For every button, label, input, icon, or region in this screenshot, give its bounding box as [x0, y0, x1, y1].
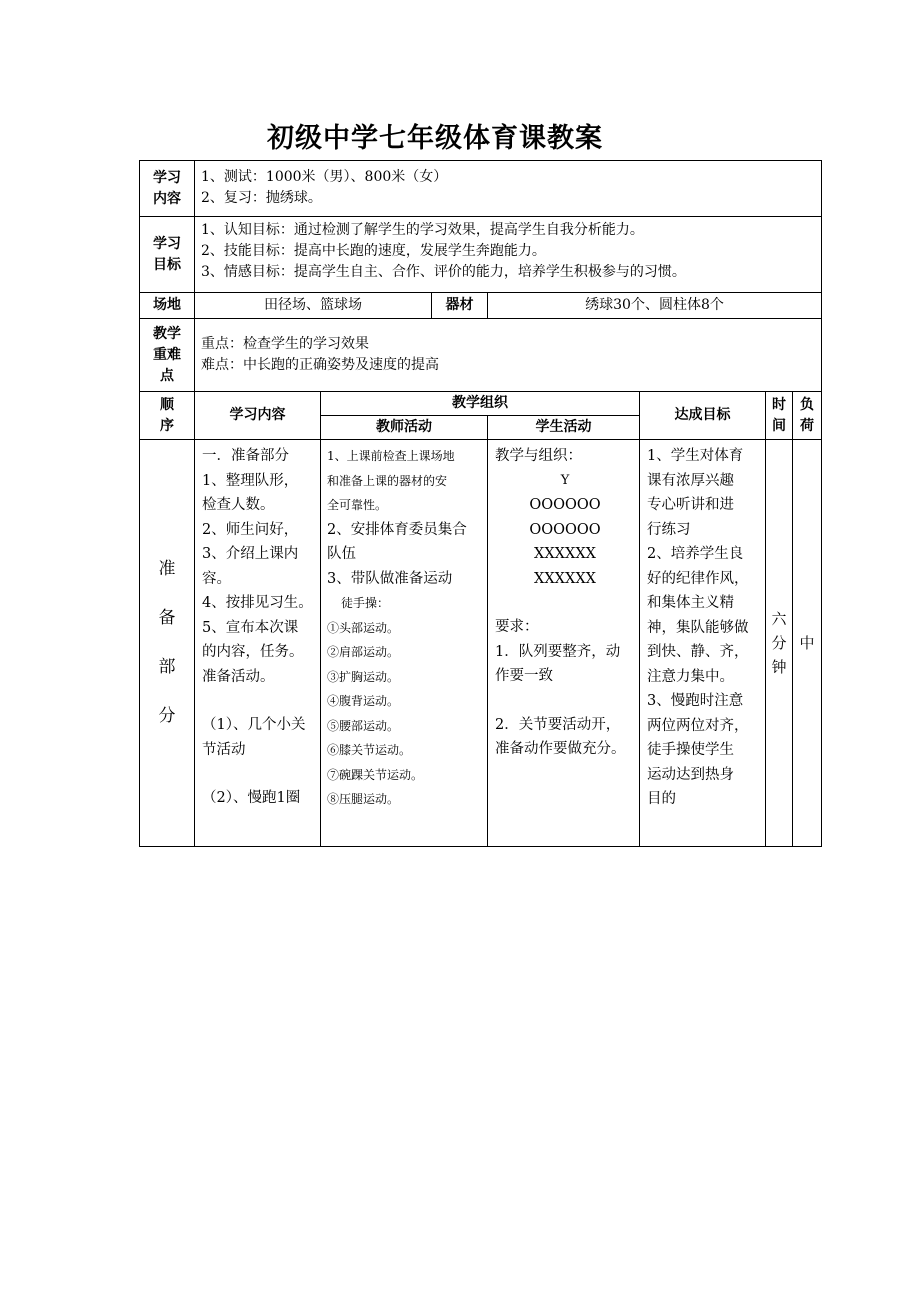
header-load: 负 荷 [793, 392, 822, 440]
section-name: 准 备 部 分 [140, 440, 195, 847]
equipment-label: 器材 [432, 293, 488, 319]
venue-value: 田径场、篮球场 [195, 293, 432, 319]
difficulty-value: 重点：检查学生的学习效果 难点：中长跑的正确姿势及速度的提高 [195, 319, 822, 392]
goals-label: 学习 目标 [140, 217, 195, 293]
header-order: 顺 序 [140, 392, 195, 440]
header-organization: 教学组织 [321, 392, 640, 416]
venue-label: 场地 [140, 293, 195, 319]
formation-diagram: Y OOOOOO OOOOOO XXXXXX XXXXXX [529, 472, 601, 587]
lesson-plan-table [139, 160, 822, 847]
section-content: 一．准备部分 1、整理队形， 检查人数。 2、师生问好， 3、介绍上课内 容。 4、按排见习生。 5、宣布本次课 的内容，任务。 准备活动。 （1）、几个小关 节活动 （2）、慢跑1圈 [195, 440, 321, 847]
header-content: 学习内容 [195, 392, 321, 440]
section-time: 六 分 钟 [766, 440, 793, 847]
page-title: 初级中学七年级体育课教案 [267, 123, 603, 154]
header-goal: 达成目标 [640, 392, 766, 440]
goal-achievement: 1、学生对体育 课有浓厚兴趣 专心听讲和进 行练习 2、培养学生良 好的纪律作风， 和集体主义精 神，集队能够做 到快、静、齐， 注意力集中。 3、慢跑时注意 两位两位对齐， 徒手操使学生 运动达到热身 目的 [640, 440, 766, 847]
equipment-value: 绣球30个、圆柱体8个 [488, 293, 822, 319]
content-value: 1、测试：1000米（男）、800米（女） 2、复习：抛绣球。 [195, 161, 822, 217]
header-teacher: 教师活动 [321, 416, 488, 440]
difficulty-label: 教学 重难 点 [140, 319, 195, 392]
teacher-activity: 1、上课前检查上课场地 和准备上课的器材的安 全可靠性。 2、安排体育委员集合 队伍 3、带队做准备运动 徒手操： ①头部运动。 ②肩部运动。 ③扩胸运动。 ④腹背运动。 ⑤腰部运动。 ⑥膝关节运动。 ⑦碗踝关节运动。 ⑧压腿运动。 [321, 440, 488, 847]
content-label: 学习 内容 [140, 161, 195, 217]
header-time: 时 间 [766, 392, 793, 440]
student-activity: 教学与组织： Y OOOOOO OOOOOO XXXXXX XXXXXX 要求： 1．队列要整齐，动 作要一致 2．关节要活动开， 准备动作要做充分。 [488, 440, 640, 847]
goals-value: 1、认知目标：通过检测了解学生的学习效果，提高学生自我分析能力。 2、技能目标：提高中长跑的速度，发展学生奔跑能力。 3、情感目标：提高学生自主、合作、评价的能力，培养学生积极参与的习惯。 [195, 217, 822, 293]
section-load: 中 [793, 440, 822, 847]
header-student: 学生活动 [488, 416, 640, 440]
